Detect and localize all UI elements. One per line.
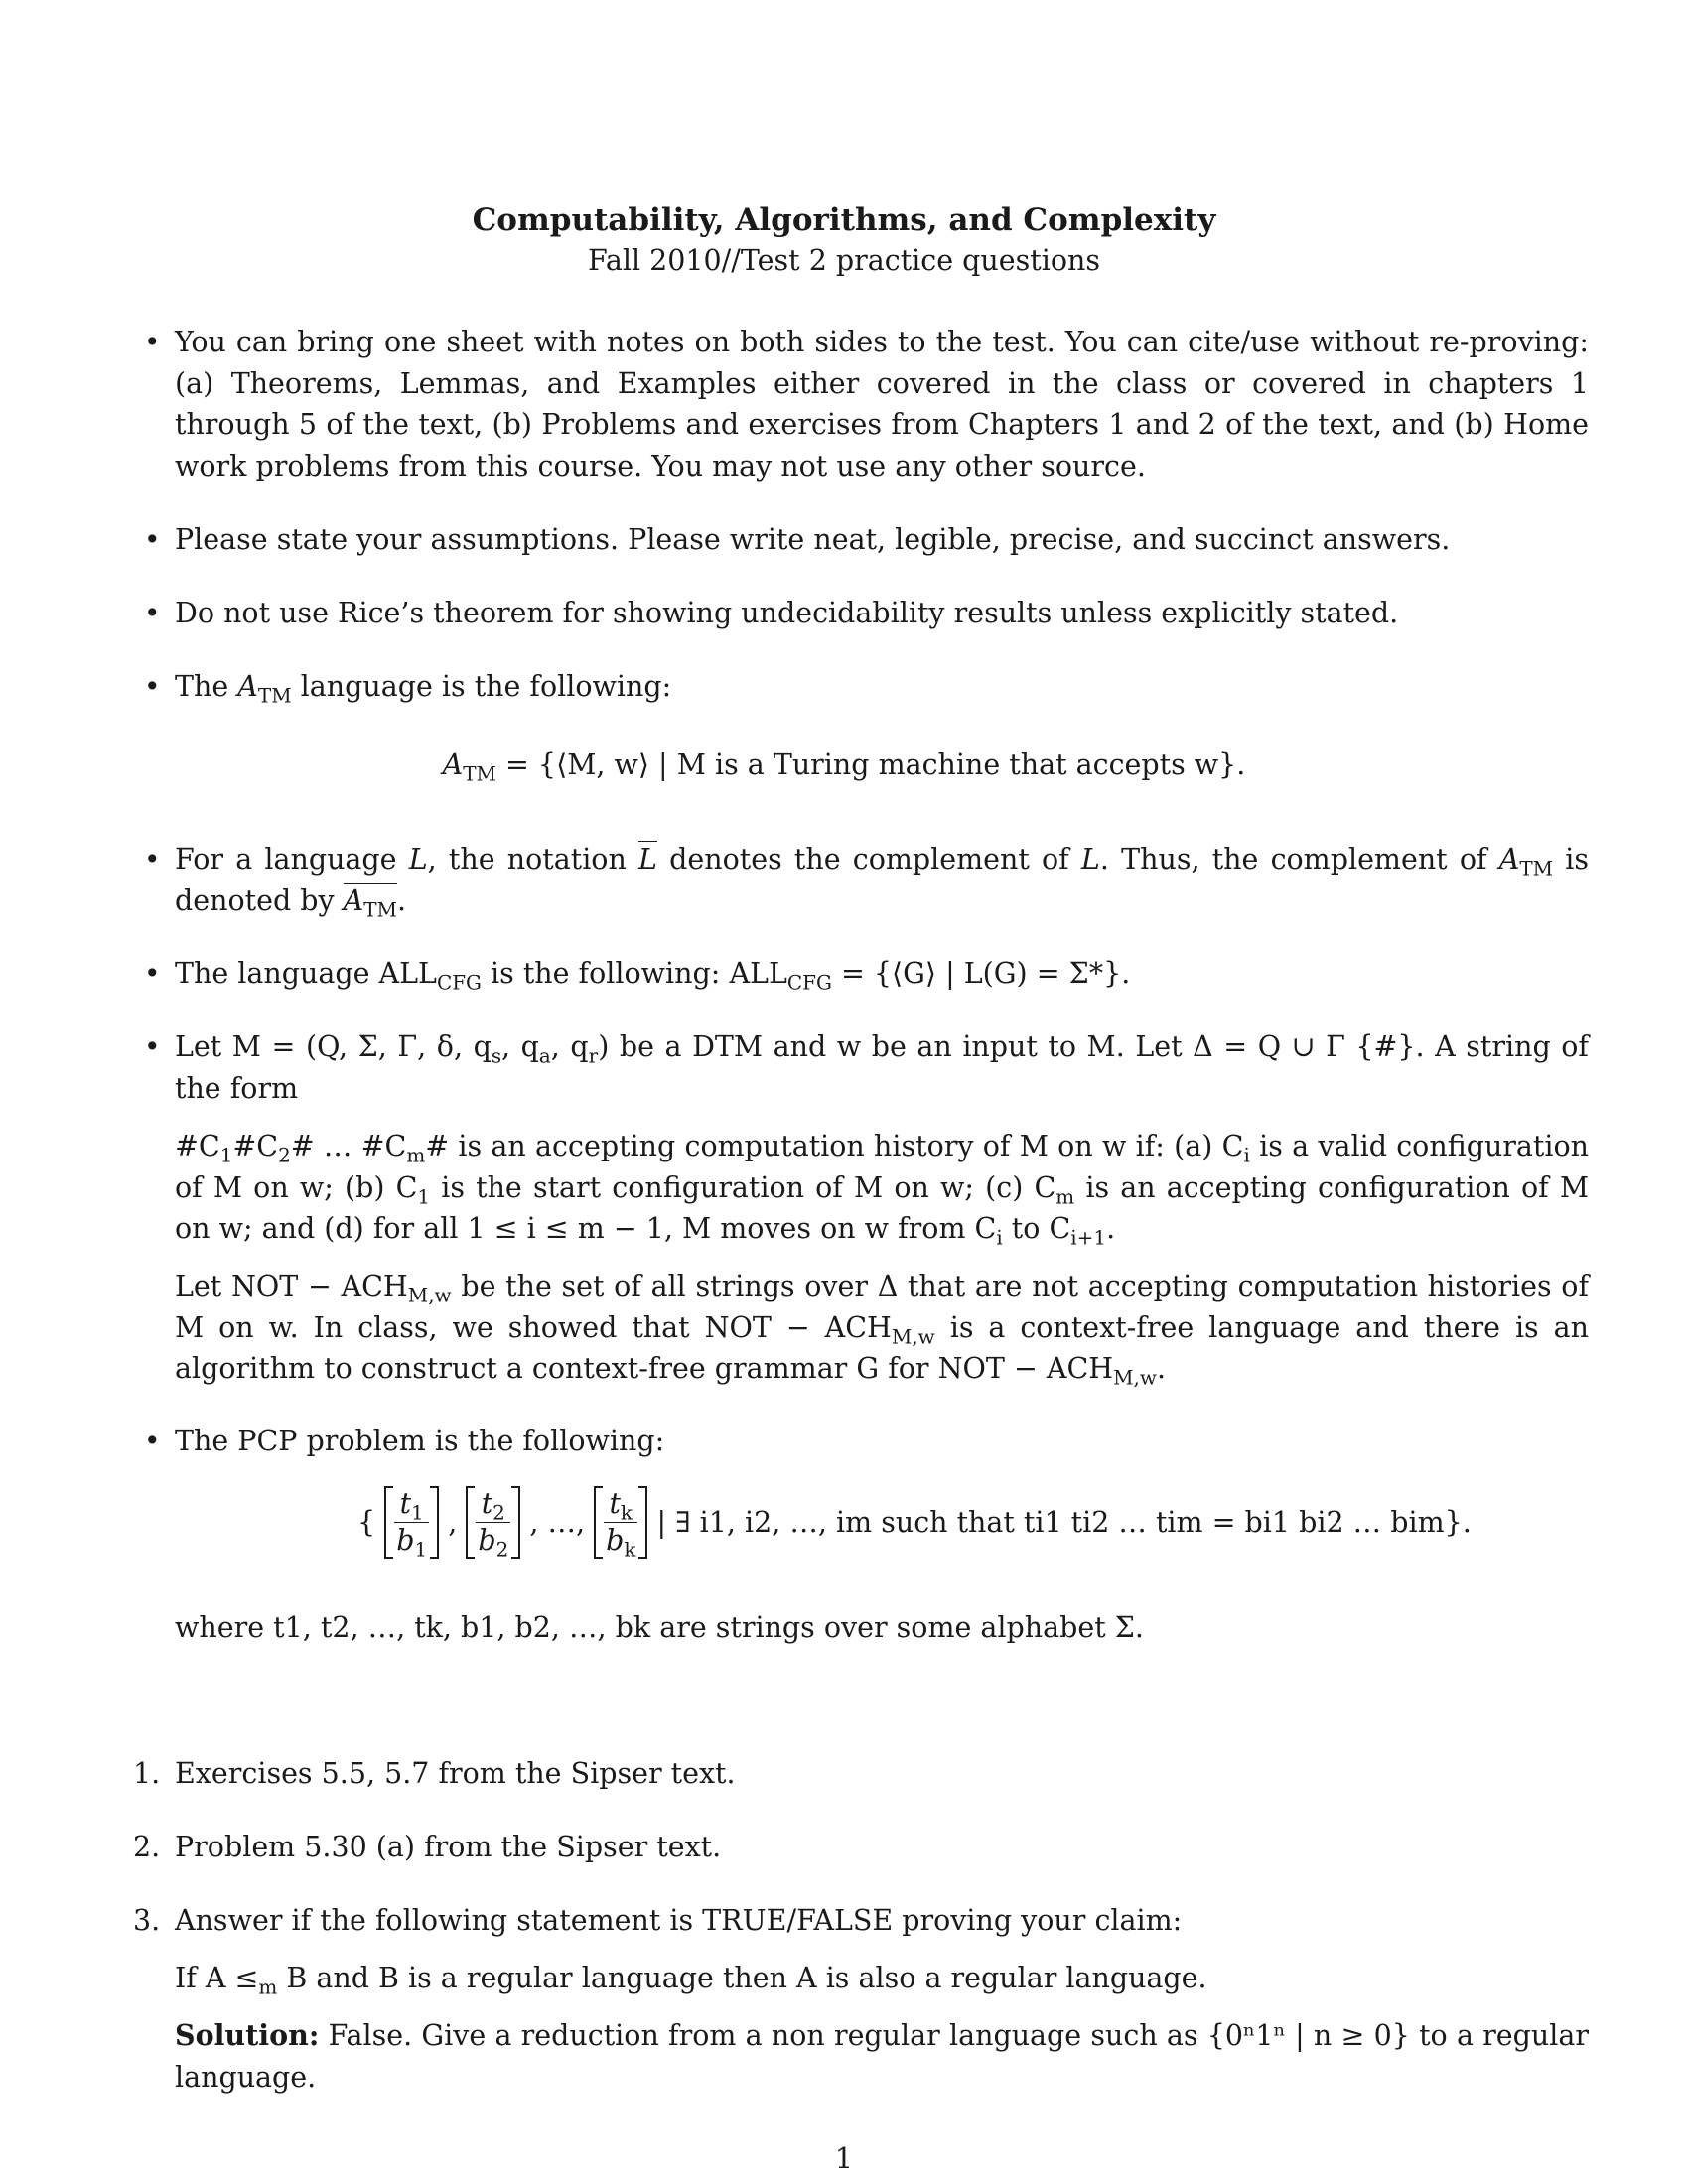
page-title: Computability, Algorithms, and Complexity	[472, 203, 1216, 238]
bullet-assumptions: • Please state your assumptions. Please write neat, legible, precise, and succinct answers.	[175, 519, 1589, 561]
page-subtitle: Fall 2010//Test 2 practice questions	[588, 244, 1100, 277]
question-3: 3. Answer if the following statement is TRUE/FALSE proving your claim:	[133, 1904, 1183, 1937]
question-1: 1. Exercises 5.5, 5.7 from the Sipser text.	[133, 1757, 736, 1790]
bullet-notes-policy: • You can bring one sheet with notes on both sides to the test. You can cite/use without re-proving: (a) Theorems, Lemmas, and Examples either covered in the class or covered in chapters 1 through 5 of the text, (b) Problems and exercises from Chapters 1 and 2 of the text, and (b) Home work problems from this course. You may not use any other source.	[175, 322, 1589, 486]
computation-history-definition: $\#C_1\#C_2\#$ … $\#C_m\#$ is an accepting computation history of M on w if: (a) $C_i$ is a valid configuration of M on w; (b) $C_1$ is the start configuration of M on w; (c) $C_m$ is an accepting configuration of M on w; and (d) for all 1 ≤ i ≤ m − 1, M moves on w from $C_i$ to $C_{i+1}$.	[175, 1130, 1589, 1250]
page-number: 1	[834, 2142, 854, 2175]
question-3-statement: If $A \le_m$ B and B is a regular language then A is also a regular language.	[175, 1962, 1207, 1999]
pcp-where-clause: where t1, t2, …, tk, b1, b2, …, bk are strings over some alphabet Σ.	[175, 1611, 1144, 1644]
bullet-pcp: • The PCP problem is the following:	[175, 1421, 1589, 1462]
bullet-complement: • For a language L, the notation L denotes the complement of L. Thus, the complement of $A_{TM}$ is denoted by $A_{TM}$.	[175, 839, 1589, 921]
bullet-atm-intro: • The $A_{TM}$ language is the following:	[175, 666, 1589, 708]
atm-definition: $A_{TM}$ = {⟨M, w⟩ | M is a Turing machine that accepts w}.	[442, 749, 1246, 786]
bullet-rices-theorem: • Do not use Rice’s theorem for showing undecidability results unless explicitly stated.	[175, 593, 1589, 634]
question-3-solution: Solution: False. Give a reduction from a non regular language such as {0ⁿ1ⁿ | n ≥ 0} to a regular language.	[175, 2018, 1589, 2094]
bullet-allcfg: • The language $ALL_{CFG}$ is the following: $ALL_{CFG}$ = {⟨G⟩ | L(G) = Σ*}.	[175, 953, 1589, 995]
question-2: 2. Problem 5.30 (a) from the Sipser text.	[133, 1831, 722, 1863]
not-ach-definition: Let NOT − $ACH_{M,w}$ be the set of all strings over Δ that are not accepting computation histories of M on w. In class, we showed that NOT − $ACH_{M,w}$ is a context-free language and there is an algorithm to construct a context-free grammar G for NOT − $ACH_{M,w}$.	[175, 1270, 1590, 1390]
bullet-computation-history: • Let M = (Q, Σ, Γ, δ, $q_s$, $q_a$, $q_r$) be a DTM and w be an input to M. Let Δ = Q ∪ Γ {#}. A string of the form	[175, 1026, 1589, 1109]
pcp-definition: { $\frac{t_1}{b_1}$ , $\frac{t_2}{b_2}$ , …, $\frac{t_k}{b_k}$ | ∃ i1, i2, …, im such that ti1 ti2 … tim = bi1 bi2 … bim}.	[357, 1487, 1472, 1562]
